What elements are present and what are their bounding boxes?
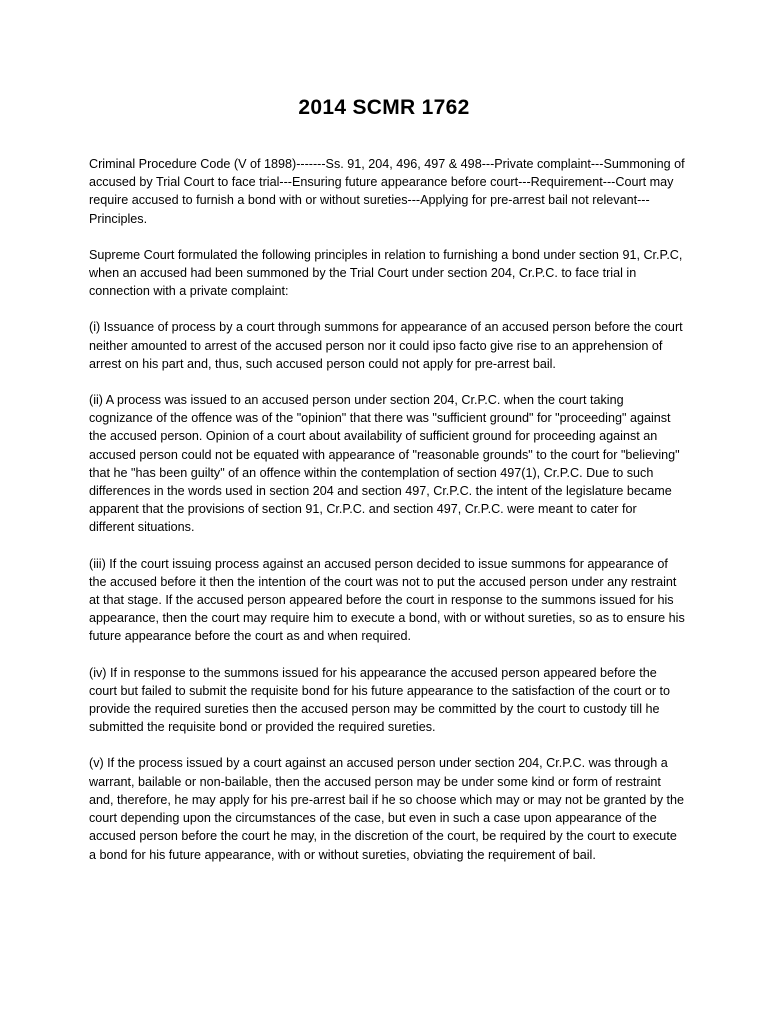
document-body [89, 155, 685, 882]
principle-v-paragraph: (v) If the process issued by a court against an accused person under section 204, Cr.P.C. was through a warrant, bailable or non-bailable, then the accused person may be under some kind or form of restraint and, therefore, he may apply for his pre-arrest bail if he so choose which may or may not be granted by the court depending upon the circumstances of the case, but even in such a case upon appearance of the accused person before the court he may, in the discretion of the court, be required by the court to execute a bond for his future appearance, with or without sureties, obviating the requirement of bail. [89, 756, 685, 862]
principle-iii-paragraph: (iii) If the court issuing process against an accused person decided to issue summons for appearance of the accused before it then the intention of the court was not to put the accused person under any restraint at that stage. If the accused person appeared before the court in response to the summons issued for his appearance, then the court may require him to execute a bond, with or without sureties, so as to ensure his future appearance before the court as and when required. [89, 556, 685, 644]
principle-ii-paragraph: (ii) A process was issued to an accused person under section 204, Cr.P.C. when the court taking cognizance of the offence was of the "opinion" that there was "sufficient ground" for "proceeding" against the accused person. Opinion of a court about availability of sufficient ground for proceeding against an accused person could not be equated with appearance of "reasonable grounds" to the court for "believing" that he "has been guilty" of an offence within the contemplation of section 497(1), Cr.P.C. Due to such differences in the words used in section 204 and section 497, Cr.P.C. the intent of the legislature became apparent that the provisions of section 91, Cr.P.C. and section 497, Cr.P.C. were meant to cater for different situations. [89, 393, 680, 535]
document-title: 2014 SCMR 1762 [298, 96, 470, 119]
headnote-paragraph: Criminal Procedure Code (V of 1898)-------Ss. 91, 204, 496, 497 & 498---Private complaint---Summoning of accused by Trial Court to face trial---Ensuring future appearance before court---Requirement---Court may require accused to furnish a bond with or without sureties---Applying for pre-arrest bail not relevant---Principles. [89, 157, 685, 226]
principles-intro-paragraph: Supreme Court formulated the following principles in relation to furnishing a bond under section 91, Cr.P.C, when an accused had been summoned by the Trial Court under section 204, Cr.P.C. to face trial in connection with a private complaint: [89, 247, 683, 299]
principle-iv-paragraph: (iv) If in response to the summons issued for his appearance the accused person appeared before the court but failed to submit the requisite bond for his future appearance to the satisfaction of the court or to provide the required sureties then the accused person may be committed by the court to custody till he submitted the requisite bond or provided the required sureties. [89, 665, 671, 735]
principle-i-paragraph: (i) Issuance of process by a court through summons for appearance of an accused person before the court neither amounted to arrest of the accused person nor it could ipso facto give rise to an apprehension of arrest on his part and, thus, such accused person could not apply for pre-arrest bail. [89, 320, 683, 371]
